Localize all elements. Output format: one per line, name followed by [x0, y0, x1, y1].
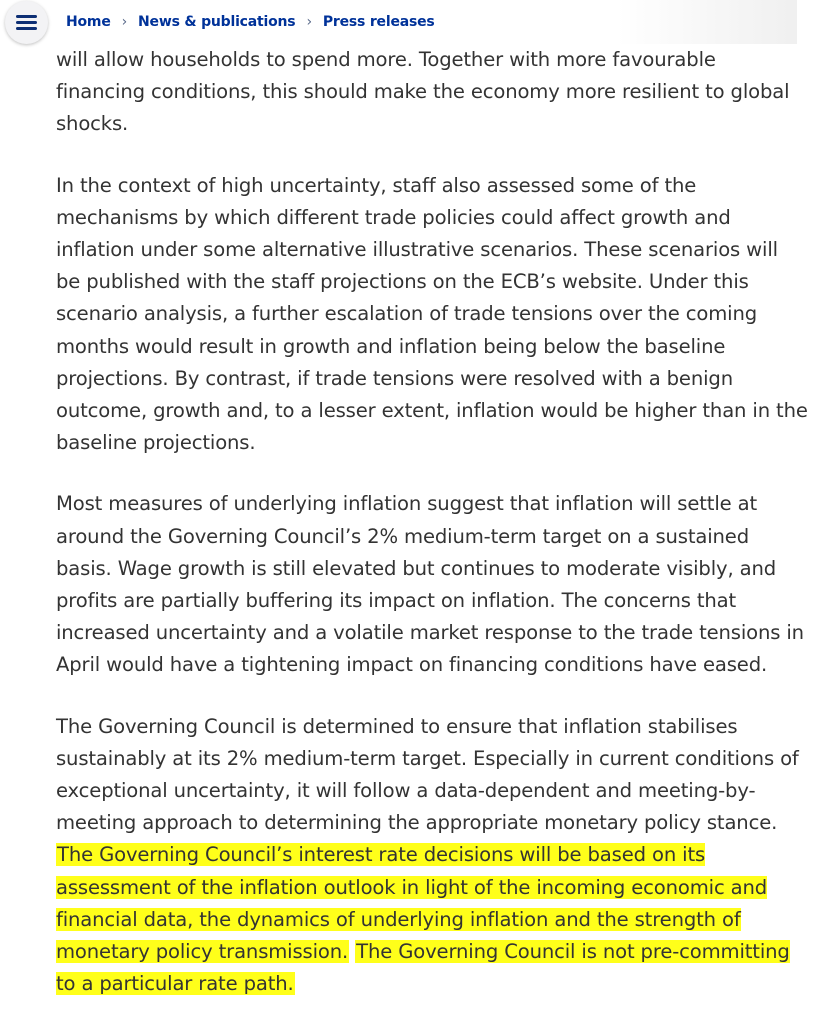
article-paragraph-3: Most measures of underlying inflation suggest that inflation will settle at around the Governing Council’s 2% medium-term target on a sustained basis. Wage growth is still elevated but continues to moderate visibly, and profits are partially buffering its impact on inflation. The concerns that increased uncertainty and a volatile market response to the trade tensions in April would have a tightening impact on financing conditions have eased. [56, 492, 804, 677]
hamburger-menu-icon [16, 15, 37, 18]
breadcrumb-separator-icon: › [306, 14, 312, 30]
breadcrumb-news-publications-link[interactable]: News & publications [138, 14, 296, 30]
breadcrumb-press-releases-link[interactable]: Press releases [322, 14, 435, 30]
article-paragraph-1: will allow households to spend more. Together with more favourable financing conditions, this should make the economy more resilient to global shocks. [56, 48, 790, 136]
breadcrumb-home-link[interactable]: Home [66, 14, 111, 30]
paragraph-4-text: The Governing Council is determined to ensure that inflation stabilises sustainably at its 2% medium-term target. Especially in current conditions of exceptional uncertainty, it will follow a data-dependent and meeting-by-meeting approach to determining the appropriate monetary policy stance. [56, 714, 799, 835]
hamburger-menu-icon-middle [16, 21, 37, 24]
highlighted-text-interest-rate-decisions: The Governing Council’s interest rate decisions will be based on its assessment of the inflation outlook in light of the incoming economic and financial data, the dynamics of underlying inflation and the strength of monetary policy transmission. [56, 843, 768, 964]
breadcrumb [66, 12, 435, 32]
article-body [56, 44, 808, 1029]
topbar-fade [617, 0, 797, 44]
breadcrumb-separator-icon: › [121, 14, 128, 30]
article-paragraph-2: In the context of high uncertainty, staff also assessed some of the mechanisms by which different trade policies could affect growth and inflation under some alternative illustrative scenarios. These scenarios will be published with the staff projections on the ECB’s website. Under this scenario analysis, a further escalation of trade tensions over the coming months would result in growth and inflation being below the baseline projections. By contrast, if trade tensions were resolved with a benign outcome, growth and, to a lesser extent, inflation would be higher than in the baseline projections. [56, 173, 808, 455]
highlighted-text-rate-path: The Governing Council is not pre-committing to a particular rate path. [56, 940, 790, 996]
menu-button[interactable] [5, 1, 48, 44]
article-paragraph-4 [56, 711, 808, 1001]
hamburger-menu-icon-bottom [16, 27, 37, 30]
